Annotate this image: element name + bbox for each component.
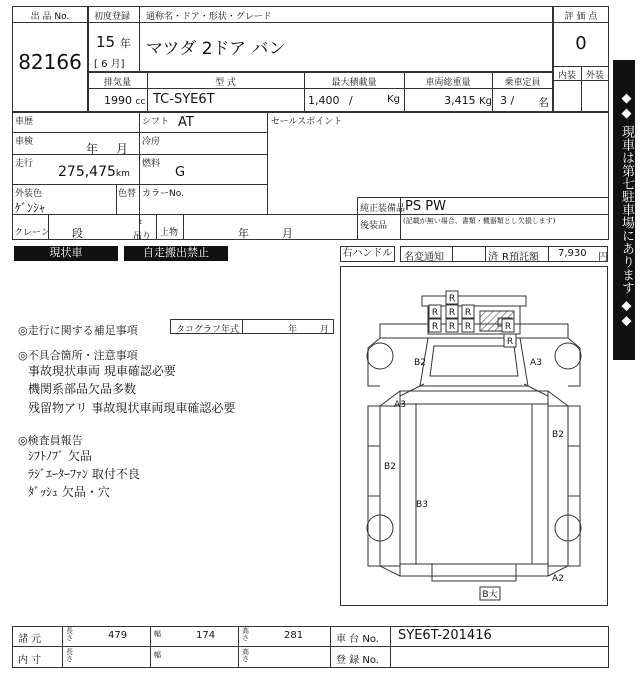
chassis-label: 車 台 No. xyxy=(336,634,379,645)
defect-line-1: 事故現状車両 現車確認必要 xyxy=(28,364,176,378)
gross-weight-value: 3,415 Kg xyxy=(444,94,492,107)
sales-point-label: セールスポイント xyxy=(271,117,343,127)
name-label: 通称名・ドア・形状・グレード xyxy=(146,12,272,22)
upper-label: 上物 xyxy=(160,228,179,238)
crane-ton: t xyxy=(139,218,142,226)
rating-value: 0 xyxy=(575,33,587,54)
vehicle-damage-diagram xyxy=(340,266,608,606)
damage-mark: R xyxy=(506,337,514,347)
color-change-label: 色替 xyxy=(118,189,137,199)
length-value: 479 xyxy=(108,630,128,641)
recycle-deposit-unit: 円 xyxy=(598,252,608,263)
fuel-label: 燃料 xyxy=(142,159,161,169)
inspection-label: 車検 xyxy=(15,137,34,147)
inspection-year-unit: 年 xyxy=(86,142,99,156)
tacho-year: 年 xyxy=(288,325,298,335)
damage-mark: R xyxy=(464,322,472,332)
footer-box xyxy=(12,626,609,668)
damage-mark: B3 xyxy=(416,500,428,510)
equip-label: 純正装備品 xyxy=(360,204,406,214)
max-load-value: 1,400 / Kg xyxy=(308,94,400,107)
recycle-deposit-label: R預託額 xyxy=(502,252,539,263)
max-load-label: 最大積載量 xyxy=(331,78,377,88)
ext-color-value: ｹﾞﾝｼｬ xyxy=(15,201,46,215)
interior-label: 内装 xyxy=(557,71,576,81)
recycle-deposit-value: 7,930 xyxy=(558,248,587,259)
self-drive-ban-badge: 自走搬出禁止 xyxy=(124,246,228,261)
damage-mark: R xyxy=(431,308,439,318)
crane-hook: 吊り xyxy=(133,232,152,242)
height-label-2: 高さ xyxy=(242,648,249,663)
model-label: 型 式 xyxy=(215,78,236,88)
crane-stage: 段 xyxy=(72,227,83,240)
interior-dims-label: 内 寸 xyxy=(18,655,42,666)
driving-notes-title: ◎走行に関する補足事項 xyxy=(18,324,138,337)
ext-color-label: 外装色 xyxy=(15,189,43,199)
aircon-label: 冷房 xyxy=(142,137,161,147)
model-value: TC-SYE6T xyxy=(153,92,215,107)
fuel-value: G xyxy=(175,165,186,180)
reg-label: 登 録 No. xyxy=(336,655,379,666)
damage-mark: B2 xyxy=(384,462,396,472)
damage-mark: A3 xyxy=(394,400,406,410)
damage-mark: A3 xyxy=(530,358,542,368)
damage-mark: B2 xyxy=(414,358,426,368)
first-reg-year: 15 年 xyxy=(96,33,131,51)
lot-number: 82166 xyxy=(18,50,82,74)
as-is-badge: 現状車 xyxy=(14,246,118,261)
first-reg-label: 初度登録 xyxy=(94,12,131,22)
name-change-label: 名変通知 xyxy=(404,252,444,263)
car-name: マツダ 2ドア バン xyxy=(146,39,286,59)
damage-mark: R xyxy=(448,294,456,304)
shift-value: AT xyxy=(178,115,194,130)
upper-month-unit: 月 xyxy=(282,227,293,240)
inspector-title: ◎検査員報告 xyxy=(18,434,83,447)
mileage-label: 走行 xyxy=(15,159,34,169)
mileage-value: 275,475km xyxy=(58,164,130,180)
equip-value: PS PW xyxy=(405,199,446,214)
inspection-month-unit: 月 xyxy=(116,142,129,156)
length-label-2: 長さ xyxy=(66,648,73,663)
height-label: 高さ xyxy=(242,627,249,642)
defects-title: ◎不具合箇所・注意事項 xyxy=(18,349,138,362)
dims-label: 諸 元 xyxy=(18,634,42,645)
width-label-2: 幅 xyxy=(154,651,161,659)
exterior-label: 外装 xyxy=(585,71,604,81)
defect-line-3: 残留物アリ 事故現状車両現車確認必要 xyxy=(28,401,236,415)
rhd-box: 右ハンドル xyxy=(340,246,395,262)
displacement-label: 排気量 xyxy=(103,78,131,88)
damage-mark: R xyxy=(448,322,456,332)
crane-label: クレーン xyxy=(14,228,50,238)
name-change-sep: 済 xyxy=(488,252,498,263)
damage-mark: R xyxy=(504,322,512,332)
tacho-month: 月 xyxy=(320,325,330,335)
width-value: 174 xyxy=(196,630,216,641)
inspector-line-2: ﾗｼﾞｴｰﾀｰﾌｧﾝ 取付不良 xyxy=(28,467,140,481)
damage-mark: R xyxy=(431,322,439,332)
damage-mark: R xyxy=(448,308,456,318)
tacho-label: タコグラフ年式 xyxy=(176,325,240,335)
inspector-line-1: ｼﾌﾄﾉﾌﾞ 欠品 xyxy=(28,449,92,463)
length-label: 長さ xyxy=(66,627,73,642)
displacement-value: 1990 cc xyxy=(104,94,146,107)
damage-mark: R xyxy=(464,308,472,318)
chassis-value: SYE6T-201416 xyxy=(398,628,492,643)
shift-label: シフト xyxy=(142,117,170,127)
damage-mark: A2 xyxy=(552,574,564,584)
capacity-value: 3 / 名 xyxy=(500,94,549,109)
inspector-line-3: ﾀﾞｯｼｭ 欠品・穴 xyxy=(28,485,110,499)
width-label: 幅 xyxy=(154,630,161,638)
lot-label: 出 品 No. xyxy=(30,12,70,22)
damage-mark: B2 xyxy=(552,430,564,440)
retrofit-label: 後装品 xyxy=(360,221,388,231)
side-banner-text: ◆◆ 現車は第七駐車場にあります ◆◆ xyxy=(619,91,634,329)
height-value: 281 xyxy=(284,630,304,641)
defect-line-2: 機関系部品欠品多数 xyxy=(28,382,137,396)
color-code-label: カラーNo. xyxy=(142,189,184,199)
gross-weight-label: 車両総重量 xyxy=(425,78,471,88)
first-reg-month: [ 6 月] xyxy=(94,59,125,70)
retrofit-note: (記載が無い場合、書類・機器類とし欠損します) xyxy=(403,217,556,225)
upper-year-unit: 年 xyxy=(238,227,249,240)
rating-label: 評 価 点 xyxy=(564,12,598,22)
capacity-label: 乗車定員 xyxy=(504,78,541,88)
history-label: 車歴 xyxy=(15,117,34,127)
damage-mark: B大 xyxy=(482,590,498,600)
